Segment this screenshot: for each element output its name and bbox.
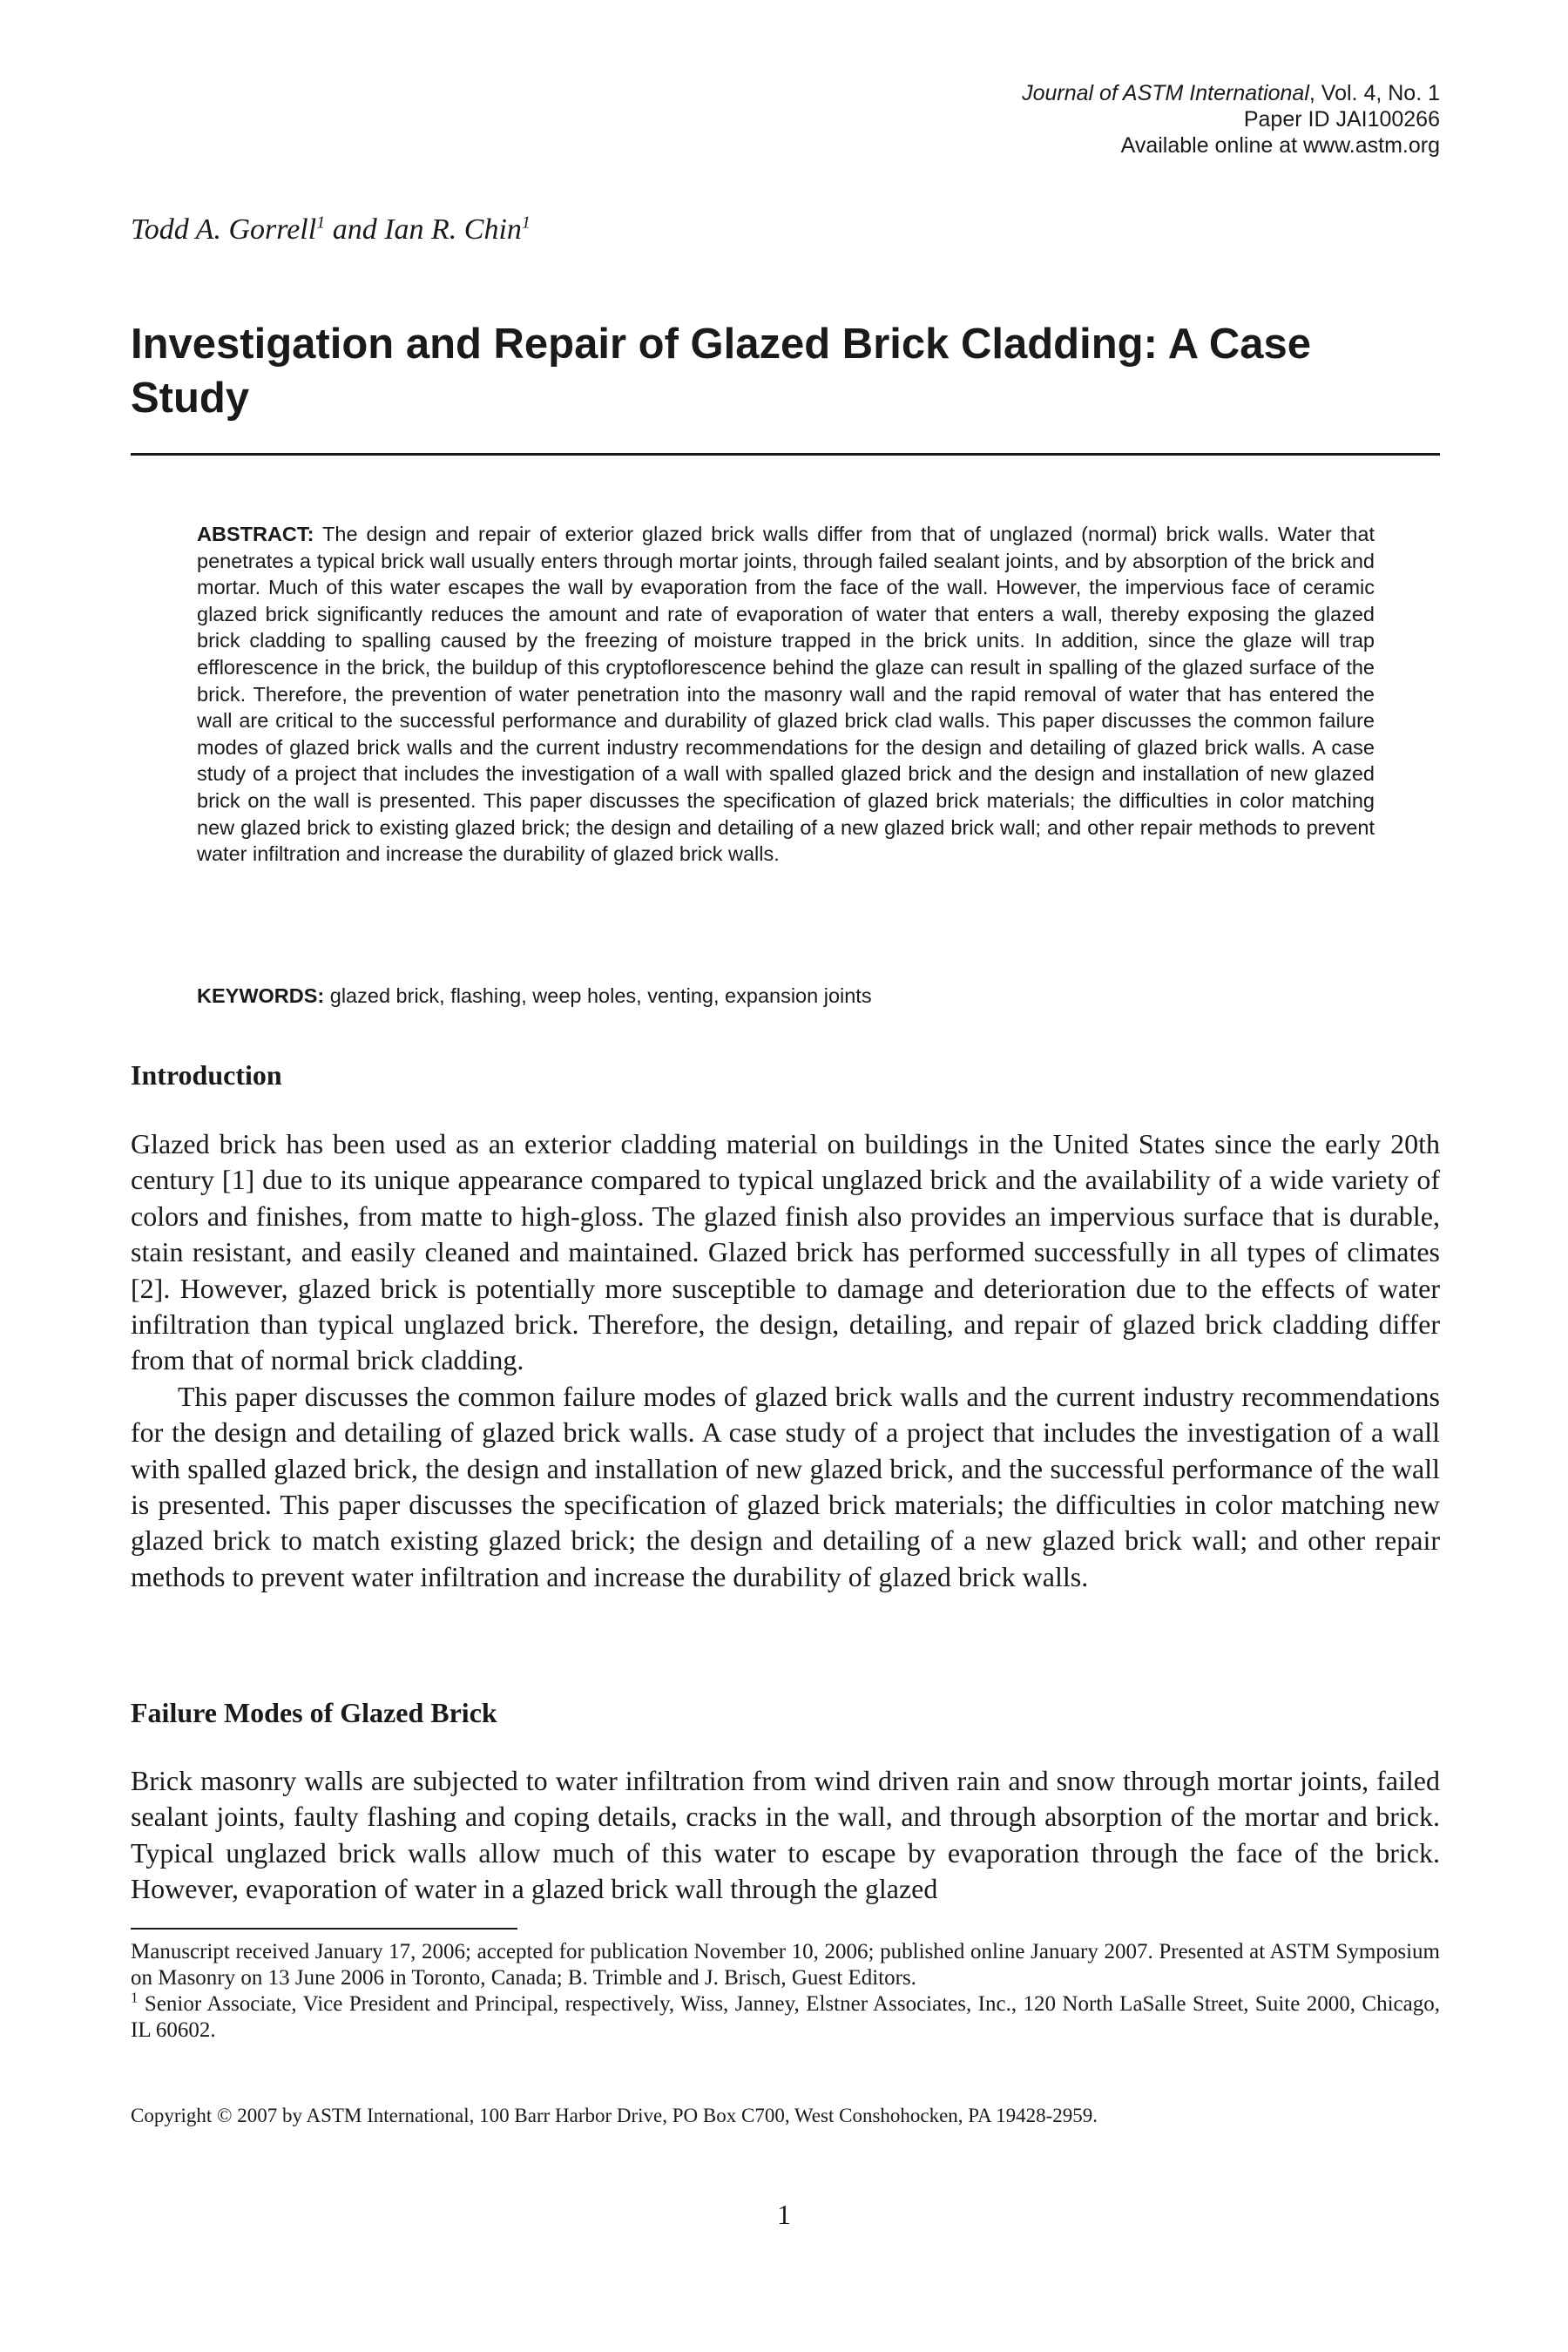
title-divider <box>131 453 1440 456</box>
affiliation-mark: 1 <box>131 1989 139 2006</box>
author-line <box>131 213 531 247</box>
author-name: Ian R. Chin <box>384 213 522 246</box>
page-number: 1 <box>777 2199 791 2230</box>
paper-title: Investigation and Repair of Glazed Brick Cladding: A Case Study <box>131 321 1312 422</box>
affiliation-mark: 1 <box>521 213 531 233</box>
abstract-label: ABSTRACT: <box>197 523 314 545</box>
affiliation-mark: 1 <box>316 213 326 233</box>
journal-header <box>1022 80 1440 159</box>
body-paragraph: Glazed brick has been used as an exterior cladding material on buildings in the United States since the early 20th century [1] due to its unique appearance compared to typical unglazed brick and the availability of a wide variety of colors and finishes, from matte to high-gloss. The glazed finish also provides an impervious surface that is durable, stain resistant, and easily cleaned and maintained. Glazed brick has performed successfully in all types of climates [2]. However, glazed brick is potentially more susceptible to damage and deterioration due to the effects of water infiltration than typical unglazed brick. Therefore, the design, detailing, and repair of glazed brick cladding differ from that of normal brick cladding. <box>131 1128 1440 1376</box>
author-name: Todd A. Gorrell <box>131 213 317 246</box>
journal-volume-issue: , Vol. 4, No. 1 <box>1308 81 1440 105</box>
manuscript-note: Manuscript received January 17, 2006; accepted for publication November 10, 2006; published online January 2007. Presented at ASTM Symposium on Masonry on 13 June 2006 in Toronto, Canada; B. Trimble and J. Brisch, Guest Editors. <box>131 1940 1440 1990</box>
journal-citation <box>1022 80 1440 106</box>
body-paragraph: Brick masonry walls are subjected to water infiltration from wind driven rain and snow through mortar joints, failed sealant joints, faulty flashing and coping details, cracks in the wall, and through absorption of the mortar and brick. Typical unglazed brick walls allow much of this water to escape by evaporation through the face of the brick. However, evaporation of water in a glazed brick wall through the glazed <box>131 1765 1440 1905</box>
footnotes <box>131 1939 1440 2044</box>
availability-note: Available online at www.astm.org <box>1120 133 1440 158</box>
keywords-text: glazed brick, flashing, weep holes, venting, expansion joints <box>329 984 872 1007</box>
body-paragraph: This paper discusses the common failure modes of glazed brick walls and the current industry recommendations for the design and detailing of glazed brick walls. A case study of a project that includes the investigation of a wall with spalled glazed brick, the design and installation of new glazed brick, and the successful performance of the wall is presented. This paper discusses the specification of glazed brick materials; the difficulties in color matching new glazed brick to match existing glazed brick; the design and detailing of a new glazed brick wall; and other repair methods to prevent water infiltration and increase the durability of glazed brick walls. <box>131 1380 1440 1592</box>
paper-id: Paper ID JAI100266 <box>1243 107 1440 132</box>
introduction-body <box>131 1126 1440 1595</box>
section-heading-failure-modes: Failure Modes of Glazed Brick <box>131 1697 497 1728</box>
affiliation-note <box>131 1991 1440 2044</box>
journal-name: Journal of ASTM International <box>1022 81 1309 105</box>
keywords-label: KEYWORDS: <box>197 984 325 1007</box>
footnote-divider <box>131 1928 517 1930</box>
keywords <box>197 983 1375 1010</box>
author-conjunction: and <box>325 213 385 246</box>
abstract <box>197 521 1375 868</box>
copyright-notice: Copyright © 2007 by ASTM International, 100 Barr Harbor Drive, PO Box C700, West Conshohocken, PA 19428-2959. <box>131 2105 1098 2126</box>
affiliation-text: Senior Associate, Vice President and Principal, respectively, Wiss, Janney, Elstner Associates, Inc., 120 North LaSalle Street, Suite 2000, Chicago, IL 60602. <box>131 1992 1440 2042</box>
abstract-text: The design and repair of exterior glazed brick walls differ from that of unglazed (normal) brick walls. Water that penetrates a typical brick wall usually enters through mortar joints, through failed sealant joints, and by absorption of the brick and mortar. Much of this water escapes the wall by evaporation from the face of the wall. However, the impervious face of ceramic glazed brick significantly reduces the amount and rate of evaporation of water that enters a wall, thereby exposing the glazed brick cladding to spalling caused by the freezing of moisture trapped in the brick units. In addition, since the glaze will trap efflorescence in the brick, the buildup of this cryptoflorescence behind the glaze can result in spalling of the glazed surface of the brick. Therefore, the prevention of water penetration into the masonry wall and the rapid removal of water that has entered the wall are critical to the successful performance and durability of glazed brick clad walls. This paper discusses the common failure modes of glazed brick walls and the current industry recommendations for the design and detailing of glazed brick walls. A case study of a project that includes the investigation of a wall with spalled glazed brick and the design and installation of new glazed brick on the wall is presented. This paper discusses the specification of glazed brick materials; the difficulties in color matching new glazed brick to existing glazed brick; the design and detailing of a new glazed brick wall; and other repair methods to prevent water infiltration and increase the durability of glazed brick walls. <box>197 523 1375 866</box>
section-heading-introduction: Introduction <box>131 1059 282 1091</box>
failure-modes-body <box>131 1763 1440 1908</box>
